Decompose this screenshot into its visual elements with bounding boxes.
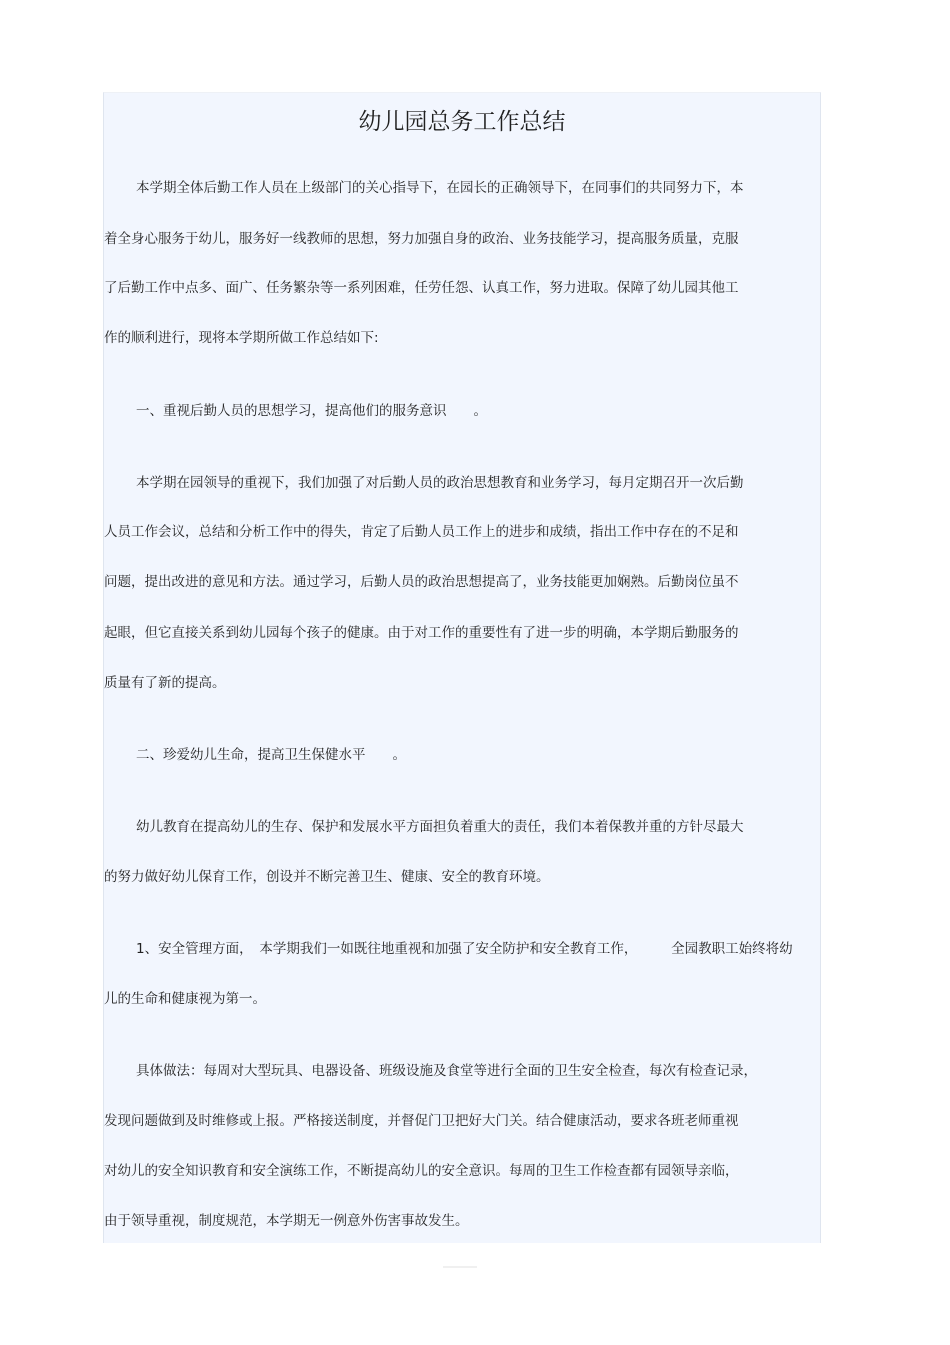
paragraph-line: 了后勤工作中点多、面广、任务繁杂等一系列困难，任劳任怨、认真工作，努力进取。保障了幼儿园其他工 <box>104 280 739 296</box>
document-page <box>103 92 821 1243</box>
paragraph-line: 着全身心服务于幼儿，服务好一线教师的思想，努力加强自身的政治、业务技能学习，提高服务质量，克服 <box>104 231 739 247</box>
paragraph-line: 由于领导重视，制度规范，本学期无一例意外伤害事故发生。 <box>104 1213 469 1229</box>
paragraph-line: 问题，提出改进的意见和方法。通过学习，后勤人员的政治思想提高了，业务技能更加娴熟。后勤岗位虽不 <box>104 574 739 590</box>
section-heading-2: 二、珍爱幼儿生命，提高卫生保健水平 。 <box>136 747 406 763</box>
paragraph-line: 发现问题做到及时维修或上报。严格接送制度，并督促门卫把好大门关。结合健康活动，要求各班老师重视 <box>104 1113 739 1129</box>
paragraph-line: 儿的生命和健康视为第一。 <box>104 991 266 1007</box>
section-heading-1: 一、重视后勤人员的思想学习，提高他们的服务意识 。 <box>136 403 487 419</box>
paragraph-line: 幼儿教育在提高幼儿的生存、保护和发展水平方面担负着重大的责任，我们本着保教并重的方针尽最大 <box>136 819 744 835</box>
paragraph-line: 作的顺利进行，现将本学期所做工作总结如下: <box>104 330 379 346</box>
paragraph-line: 本学期在园领导的重视下，我们加强了对后勤人员的政治思想教育和业务学习，每月定期召开一次后勤 <box>136 475 744 491</box>
document-title: 幼儿园总务工作总结 <box>358 109 566 135</box>
paragraph-line: 具体做法：每周对大型玩具、电器设备、班级设施及食堂等进行全面的卫生安全检查，每次有检查记录， <box>136 1063 757 1079</box>
footer-mark <box>443 1266 477 1268</box>
paragraph-line: 本学期全体后勤工作人员在上级部门的关心指导下，在园长的正确领导下，在同事们的共同努力下，本 <box>136 180 744 196</box>
paragraph-line: 对幼儿的安全知识教育和安全演练工作，不断提高幼儿的安全意识。每周的卫生工作检查都有园领导亲临， <box>104 1163 739 1179</box>
paragraph-line: 起眼，但它直接关系到幼儿园每个孩子的健康。由于对工作的重要性有了进一步的明确，本学期后勤服务的 <box>104 625 739 641</box>
paragraph-line: 的努力做好幼儿保育工作，创设并不断完善卫生、健康、安全的教育环境。 <box>104 869 550 885</box>
paragraph-line: 1、安全管理方面， 本学期我们一如既往地重视和加强了安全防护和安全教育工作， 全园教职工始终将幼 <box>136 941 793 957</box>
paragraph-line: 质量有了新的提高。 <box>104 675 226 691</box>
paragraph-line: 人员工作会议，总结和分析工作中的得失，肯定了后勤人员工作上的进步和成绩，指出工作中存在的不足和 <box>104 524 739 540</box>
